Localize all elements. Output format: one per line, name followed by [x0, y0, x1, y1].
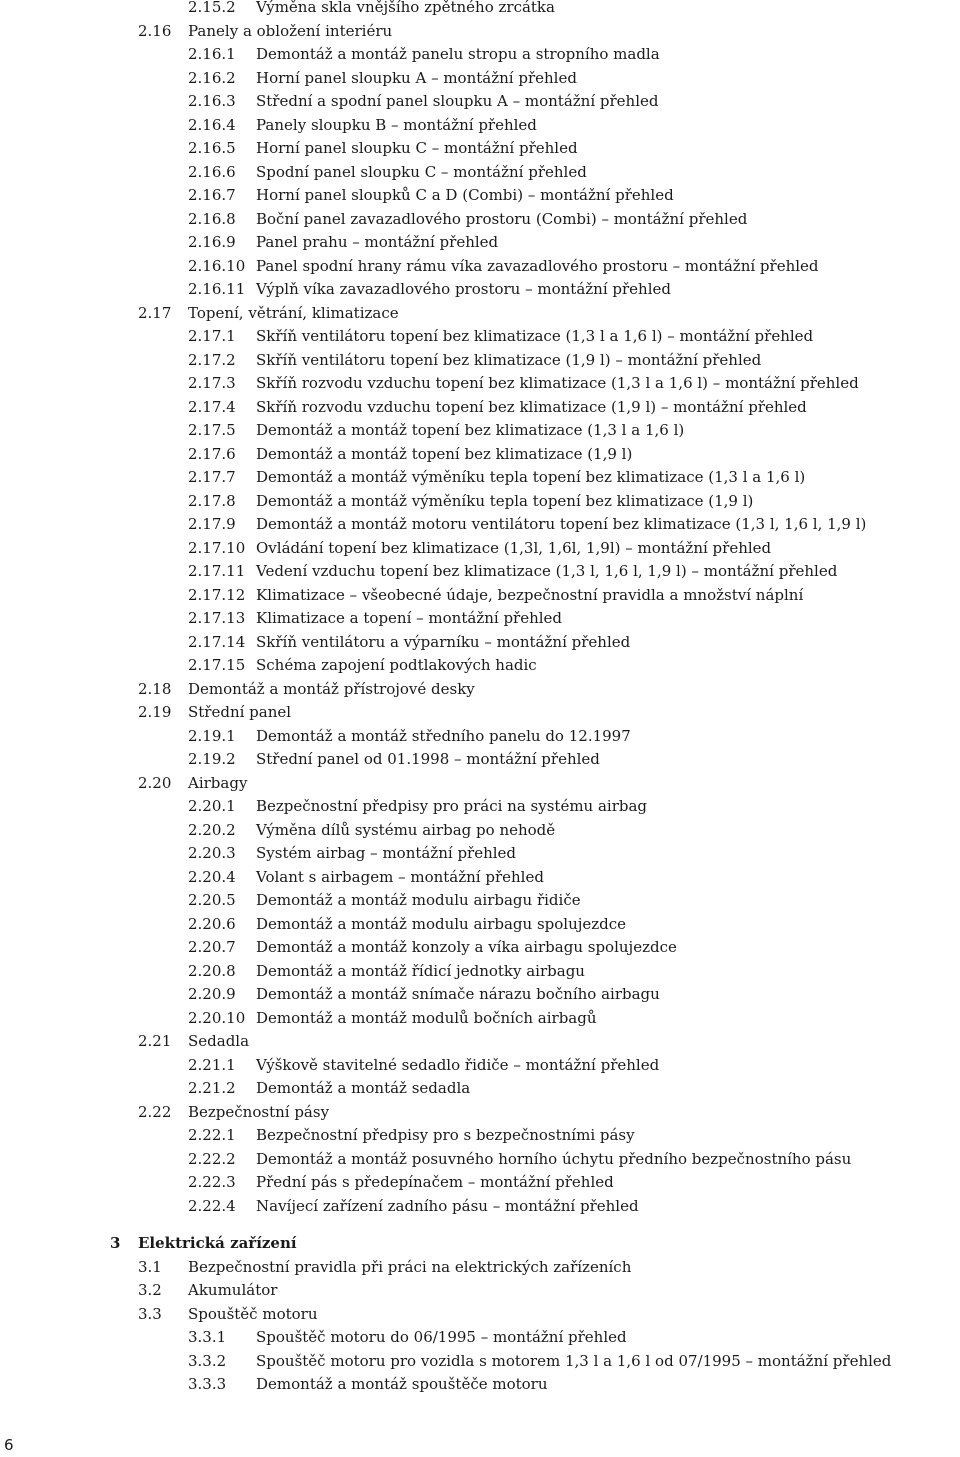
toc-entry-title: Demontáž a montáž topení bez klimatizace (1,3 l a 1,6 l) [256, 420, 688, 440]
toc-entry-number: 3.3.1 [188, 1328, 227, 1346]
toc-entry-number: 2.17.14 [188, 633, 246, 651]
toc-entry-number: 2.16.8 [188, 210, 236, 228]
toc-entry-title: Panely sloupku B – montážní přehled [256, 115, 541, 135]
toc-entry-number: 2.16.6 [188, 163, 236, 181]
toc-entry-number: 2.18 [138, 680, 172, 698]
toc-entry-number: 2.20.1 [188, 797, 236, 815]
toc-entry-number: 2.22 [138, 1103, 172, 1121]
toc-entry-title: Demontáž a montáž řídicí jednotky airbagu [256, 961, 589, 981]
toc-entry-title: Bezpečnostní předpisy pro práci na systému airbag [256, 796, 651, 816]
toc-entry-title: Skříň ventilátoru topení bez klimatizace (1,3 l a 1,6 l) – montážní přehled [256, 326, 817, 346]
toc-entry-title: Demontáž a montáž motoru ventilátoru topení bez klimatizace (1,3 l, 1,6 l, 1,9 l) [256, 514, 870, 534]
toc-entry-number: 2.16.2 [188, 69, 236, 87]
toc-entry-number: 2.16.10 [188, 257, 246, 275]
toc-entry-title: Panel spodní hrany rámu víka zavazadlového prostoru – montážní přehled [256, 256, 823, 276]
toc-entry-title: Bezpečnostní předpisy pro s bezpečnostními pásy [256, 1125, 639, 1145]
toc-entry-title: Demontáž a montáž středního panelu do 12.1997 [256, 726, 635, 746]
toc-entry-title: Spouštěč motoru [188, 1304, 322, 1324]
toc-entry-title: Ovládání topení bez klimatizace (1,3l, 1,6l, 1,9l) – montážní přehled [256, 538, 775, 558]
toc-entry-number: 2.20.4 [188, 868, 236, 886]
toc-entry-title: Spouštěč motoru do 06/1995 – montážní přehled [256, 1327, 631, 1347]
page-number: 6 [4, 1436, 14, 1454]
toc-entry-number: 2.17 [138, 304, 172, 322]
toc-entry-title: Demontáž a montáž snímače nárazu bočního airbagu [256, 984, 664, 1004]
toc-entry-number: 2.16.4 [188, 116, 236, 134]
toc-entry-number: 2.16.9 [188, 233, 236, 251]
toc-entry-number: 2.17.3 [188, 374, 236, 392]
toc-entry-title: Horní panel sloupků C a D (Combi) – montážní přehled [256, 185, 678, 205]
toc-entry-number: 2.17.8 [188, 492, 236, 510]
toc-entry-title: Systém airbag – montážní přehled [256, 843, 520, 863]
toc-entry-title: Střední panel [188, 702, 295, 722]
toc-entry-number: 2.21.2 [188, 1079, 236, 1097]
toc-entry-number: 3.3.2 [188, 1352, 227, 1370]
toc-entry-number: 2.16 [138, 22, 172, 40]
toc-entry-title: Bezpečnostní pásy [188, 1102, 333, 1122]
toc-entry-title: Sedadla [188, 1031, 253, 1051]
toc-entry-title: Bezpečnostní pravidla při práci na elektrických zařízeních [188, 1257, 635, 1277]
toc-entry-number: 3.3 [138, 1305, 162, 1323]
toc-entry-number: 3.2 [138, 1281, 162, 1299]
toc-entry-title: Klimatizace – všeobecné údaje, bezpečnostní pravidla a množství náplní [256, 585, 807, 605]
toc-entry-number: 2.17.5 [188, 421, 236, 439]
toc-entry-number: 2.20.8 [188, 962, 236, 980]
toc-entry-number: 2.20.9 [188, 985, 236, 1003]
toc-entry-number: 2.20.7 [188, 938, 236, 956]
toc-entry-title: Výměna skla vnějšího zpětného zrcátka [256, 0, 559, 17]
toc-entry-number: 2.21 [138, 1032, 172, 1050]
toc-entry-number: 2.17.12 [188, 586, 246, 604]
toc-entry-title: Demontáž a montáž výměníku tepla topení bez klimatizace (1,3 l a 1,6 l) [256, 467, 809, 487]
toc-entry-number: 2.22.4 [188, 1197, 236, 1215]
toc-entry-number: 2.20.6 [188, 915, 236, 933]
toc-entry-number: 2.21.1 [188, 1056, 236, 1074]
toc-entry-number: 2.17.9 [188, 515, 236, 533]
toc-entry-title: Skříň ventilátoru topení bez klimatizace (1,9 l) – montážní přehled [256, 350, 765, 370]
toc-entry-title: Demontáž a montáž posuvného horního úchytu předního bezpečnostního pásu [256, 1149, 855, 1169]
toc-entry-title: Demontáž a montáž topení bez klimatizace (1,9 l) [256, 444, 636, 464]
toc-entry-title: Demontáž a montáž spouštěče motoru [256, 1374, 552, 1394]
toc-entry-number: 3.3.3 [188, 1375, 227, 1393]
toc-entry-title: Navíjecí zařízení zadního pásu – montážní přehled [256, 1196, 643, 1216]
toc-entry-number: 2.19.1 [188, 727, 236, 745]
toc-entry-title: Elektrická zařízení [138, 1233, 301, 1253]
toc-entry-title: Demontáž a montáž sedadla [256, 1078, 474, 1098]
toc-entry-number: 2.17.7 [188, 468, 236, 486]
toc-entry-number: 2.17.10 [188, 539, 246, 557]
toc-entry-title: Horní panel sloupku A – montážní přehled [256, 68, 581, 88]
toc-entry-title: Demontáž a montáž modulů bočních airbagů [256, 1008, 601, 1028]
toc-entry-number: 2.17.2 [188, 351, 236, 369]
toc-entry-title: Demontáž a montáž výměníku tepla topení bez klimatizace (1,9 l) [256, 491, 757, 511]
toc-entry-number: 2.22.1 [188, 1126, 236, 1144]
toc-entry-number: 2.20 [138, 774, 172, 792]
toc-entry-number: 2.17.6 [188, 445, 236, 463]
toc-entry-number: 2.19.2 [188, 750, 236, 768]
toc-entry-title: Horní panel sloupku C – montážní přehled [256, 138, 582, 158]
toc-entry-title: Přední pás s předepínačem – montážní přehled [256, 1172, 618, 1192]
toc-entry-title: Schéma zapojení podtlakových hadic [256, 655, 541, 675]
toc-entry-title: Výškově stavitelné sedadlo řidiče – montážní přehled [256, 1055, 663, 1075]
toc-entry-number: 2.17.1 [188, 327, 236, 345]
toc-entry-title: Spodní panel sloupku C – montážní přehled [256, 162, 591, 182]
toc-entry-title: Panel prahu – montážní přehled [256, 232, 502, 252]
toc-entry-number: 2.17.13 [188, 609, 246, 627]
toc-entry-title: Volant s airbagem – montážní přehled [256, 867, 548, 887]
toc-entry-title: Výměna dílů systému airbag po nehodě [256, 820, 559, 840]
toc-entry-number: 3 [110, 1234, 121, 1252]
toc-entry-title: Demontáž a montáž konzoly a víka airbagu spolujezdce [256, 937, 681, 957]
toc-entry-number: 2.20.2 [188, 821, 236, 839]
toc-entry-title: Klimatizace a topení – montážní přehled [256, 608, 566, 628]
toc-entry-title: Demontáž a montáž modulu airbagu řidiče [256, 890, 585, 910]
toc-entry-title: Střední a spodní panel sloupku A – montážní přehled [256, 91, 662, 111]
toc-entry-title: Výplň víka zavazadlového prostoru – montážní přehled [256, 279, 675, 299]
toc-entry-number: 2.22.2 [188, 1150, 236, 1168]
toc-entry-title: Boční panel zavazadlového prostoru (Combi) – montážní přehled [256, 209, 751, 229]
toc-entry-title: Topení, větrání, klimatizace [188, 303, 403, 323]
toc-entry-title: Spouštěč motoru pro vozidla s motorem 1,3 l a 1,6 l od 07/1995 – montážní přehled [256, 1351, 895, 1371]
toc-entry-title: Airbagy [188, 773, 251, 793]
toc-entry-number: 2.19 [138, 703, 172, 721]
toc-entry-title: Vedení vzduchu topení bez klimatizace (1,3 l, 1,6 l, 1,9 l) – montážní přehled [256, 561, 841, 581]
toc-entry-number: 2.16.7 [188, 186, 236, 204]
toc-entry-number: 2.20.3 [188, 844, 236, 862]
toc-entry-number: 2.17.11 [188, 562, 246, 580]
toc-entry-title: Demontáž a montáž přístrojové desky [188, 679, 479, 699]
toc-entry-number: 3.1 [138, 1258, 162, 1276]
toc-entry-number: 2.17.4 [188, 398, 236, 416]
toc-entry-number: 2.15.2 [188, 0, 236, 16]
toc-entry-number: 2.16.11 [188, 280, 246, 298]
toc-entry-number: 2.22.3 [188, 1173, 236, 1191]
toc-entry-title: Panely a obložení interiéru [188, 21, 396, 41]
toc-entry-title: Skříň rozvodu vzduchu topení bez klimatizace (1,3 l a 1,6 l) – montážní přehled [256, 373, 863, 393]
toc-entry-number: 2.17.15 [188, 656, 246, 674]
toc-entry-number: 2.20.10 [188, 1009, 246, 1027]
toc-entry-title: Střední panel od 01.1998 – montážní přehled [256, 749, 604, 769]
toc-entry-number: 2.20.5 [188, 891, 236, 909]
toc-entry-number: 2.16.3 [188, 92, 236, 110]
toc-entry-title: Demontáž a montáž panelu stropu a stropního madla [256, 44, 664, 64]
toc-entry-title: Skříň rozvodu vzduchu topení bez klimatizace (1,9 l) – montážní přehled [256, 397, 811, 417]
toc-entry-title: Akumulátor [188, 1280, 281, 1300]
toc-entry-number: 2.16.5 [188, 139, 236, 157]
toc-entry-number: 2.16.1 [188, 45, 236, 63]
toc-entry-title: Demontáž a montáž modulu airbagu spolujezdce [256, 914, 630, 934]
toc-entry-title: Skříň ventilátoru a výparníku – montážní přehled [256, 632, 634, 652]
